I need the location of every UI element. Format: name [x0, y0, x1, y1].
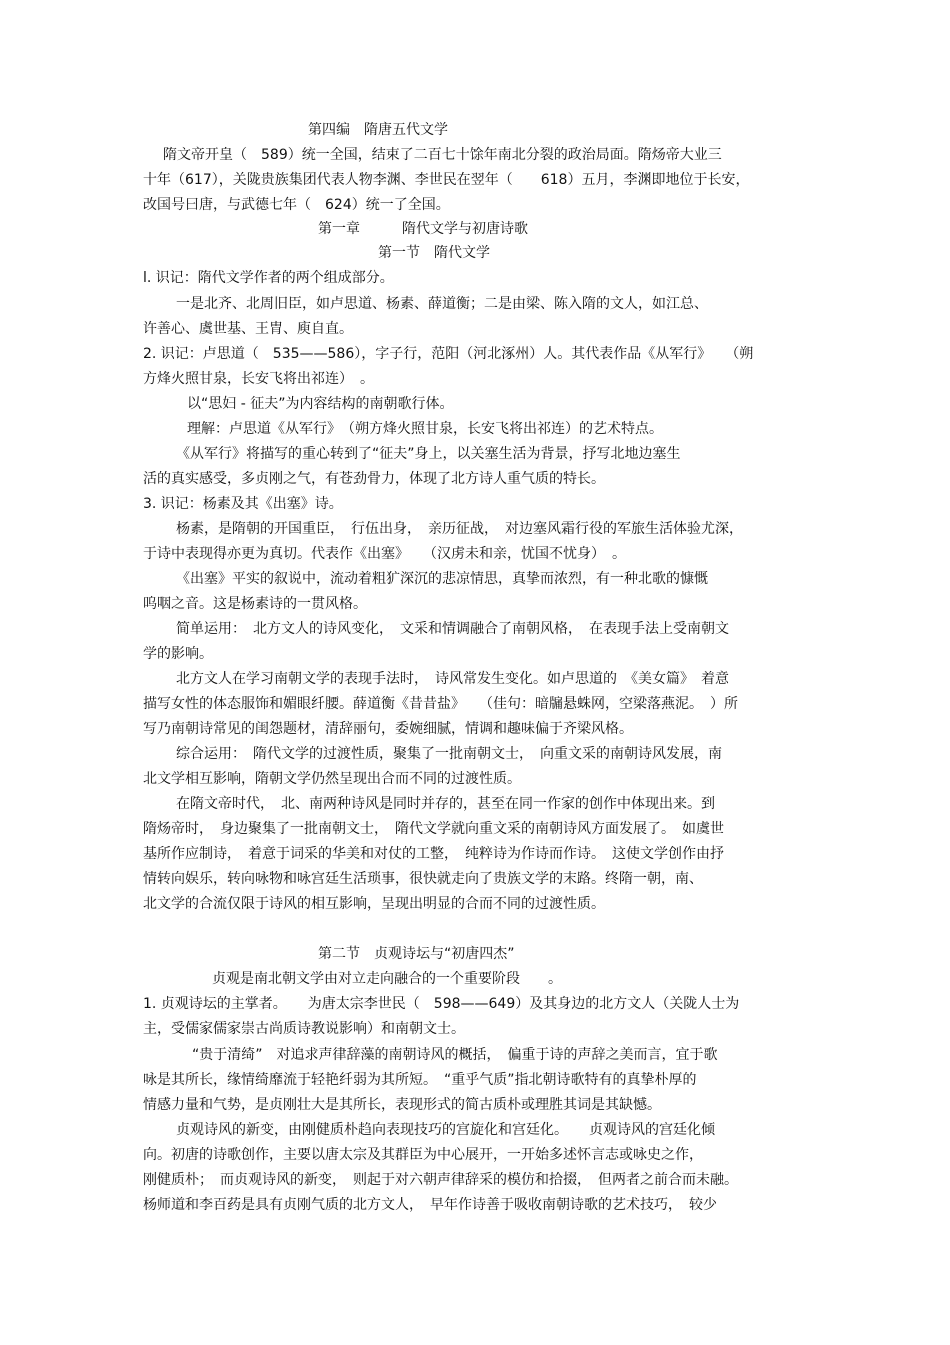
paragraph-line: 杨师道和李百药是具有贞刚气质的北方文人， 早年作诗善于吸收南朝诗歌的艺术技巧， 较少: [143, 1197, 717, 1213]
paragraph-line: 贞观诗风的新变，由刚健质朴趋向表现技巧的宫旋化和宫廷化。 贞观诗风的宫廷化倾: [176, 1122, 715, 1138]
paragraph-line: 主，受儒家儒家崇古尚质诗教说影响）和南朝文士。: [143, 1021, 465, 1037]
paragraph-line: 2. 识记：卢思道（ 535——586），字子行，范阳（河北涿州）人。其代表作品《从军行》 （朔: [143, 346, 754, 362]
paragraph-line: 情感力量和气势，是贞刚壮大是其所长，表现形式的简古质朴或理胜其词是其缺憾。: [143, 1097, 661, 1113]
paragraph-line: 北文学相互影响，隋朝文学仍然呈现出合而不同的过渡性质。: [143, 771, 521, 787]
paragraph-line: 3. 识记：杨素及其《出塞》诗。: [143, 496, 343, 512]
paragraph-line: 向。初唐的诗歌创作，主要以唐太宗及其群臣为中心展开，一开始多述怀言志或咏史之作，: [143, 1147, 703, 1163]
paragraph-line: 在隋文帝时代， 北、南两种诗风是同时并存的，甚至在同一作家的创作中体现出来。到: [176, 796, 715, 812]
paragraph-line: 基所作应制诗， 着意于词采的华美和对仗的工整， 纯粹诗为作诗而作诗。 这使文学创作由抒: [143, 846, 724, 862]
part-title: 第四编 隋唐五代文学: [308, 122, 448, 138]
paragraph-line: 咏是其所长，缘情绮靡流于轻艳纤弱为其所短。 “重乎气质”指北朝诗歌特有的真挚朴厚的: [143, 1072, 697, 1088]
paragraph-line: 北文学的合流仅限于诗风的相互影响，呈现出明显的合而不同的过渡性质。: [143, 896, 605, 912]
paragraph-line: 呜咽之音。这是杨素诗的一贯风格。: [143, 596, 367, 612]
paragraph-line: 综合运用： 隋代文学的过渡性质，聚集了一批南朝文士， 向重文采的南朝诗风发展，南: [176, 746, 722, 762]
paragraph-line: 《出塞》平实的叙说中，流动着粗犷深沉的悲凉情思，真挚而浓烈，有一种北歌的慷慨: [176, 571, 708, 587]
paragraph-line: 一是北齐、北周旧臣，如卢思道、杨素、薛道衡；二是由梁、陈入隋的文人，如江总、: [176, 296, 708, 312]
paragraph-line: 情转向娱乐，转向咏物和咏宫廷生活琐事，很快就走向了贵族文学的末路。终隋一朝，南、: [143, 871, 703, 887]
paragraph-line: 1. 贞观诗坛的主掌者。 为唐太宗李世民（ 598——649）及其身边的北方文人（关陇人士为: [143, 996, 740, 1012]
paragraph-line: “贵于清绮” 对追求声律辞藻的南朝诗风的概括， 偏重于诗的声辞之美而言，宜于歌: [192, 1047, 718, 1063]
paragraph-line: 杨素，是隋朝的开国重臣， 行伍出身， 亲历征战， 对边塞风霜行役的军旅生活体验尤深，: [176, 521, 743, 537]
paragraph-line: 改国号曰唐，与武德七年（ 624）统一了全国。: [143, 197, 450, 213]
paragraph-line: 活的真实感受，多贞刚之气，有苍劲骨力，体现了北方诗人重气质的特长。: [143, 471, 605, 487]
paragraph-line: 北方文人在学习南朝文学的表现手法时， 诗风常发生变化。如卢思道的 《美女篇》 着意: [176, 671, 729, 687]
paragraph-line: 以“思妇 - 征夫”为内容结构的南朝歌行体。: [187, 396, 454, 412]
paragraph-line: 写乃南朝诗常见的闺怨题材，清辞丽句，委婉细腻，情调和趣味偏于齐梁风格。: [143, 721, 633, 737]
paragraph-line: 《从军行》将描写的重心转到了“征夫”身上，以关塞生活为背景，抒写北地边塞生: [176, 446, 681, 462]
paragraph-line: 描写女性的体态服饰和媚眼纤腰。薛道衡《昔昔盐》 （佳句：暗牖悬蛛网，空梁落燕泥。 ）所: [143, 696, 738, 712]
paragraph-line: 简单运用： 北方文人的诗风变化， 文采和情调融合了南朝风格， 在表现手法上受南朝文: [176, 621, 729, 637]
chapter-title: 第一章 隋代文学与初唐诗歌: [318, 221, 528, 237]
section-title: 第二节 贞观诗坛与“初唐四杰”: [318, 946, 515, 962]
paragraph-line: 理解：卢思道《从军行》 （朔方烽火照甘泉，长安飞将出祁连）的艺术特点。: [187, 421, 663, 437]
paragraph-line: l. 识记：隋代文学作者的两个组成部分。: [143, 270, 394, 286]
paragraph-line: 于诗中表现得亦更为真切。代表作《出塞》 （汉虏未和亲，忧国不忧身） 。: [143, 546, 626, 562]
paragraph-line: 贞观是南北朝文学由对立走向融合的一个重要阶段 。: [212, 971, 562, 987]
section-title: 第一节 隋代文学: [378, 245, 490, 261]
paragraph-line: 十年（617），关陇贵族集团代表人物李渊、李世民在翌年（ 618）五月，李渊即地位于长安，: [143, 172, 750, 188]
paragraph-line: 隋文帝开皇（ 589）统一全国，结束了二百七十馀年南北分裂的政治局面。隋炀帝大业三: [163, 147, 722, 163]
paragraph-line: 隋炀帝时， 身边聚集了一批南朝文士， 隋代文学就向重文采的南朝诗风方面发展了。 如虞世: [143, 821, 724, 837]
paragraph-line: 刚健质朴； 而贞观诗风的新变， 则起于对六朝声律辞采的模仿和拾掇， 但两者之前合而未融。: [143, 1172, 738, 1188]
paragraph-line: 方烽火照甘泉，长安飞将出祁连） 。: [143, 371, 374, 387]
paragraph-line: 许善心、虞世基、王胄、庾自直。: [143, 321, 353, 337]
paragraph-line: 学的影响。: [143, 646, 213, 662]
